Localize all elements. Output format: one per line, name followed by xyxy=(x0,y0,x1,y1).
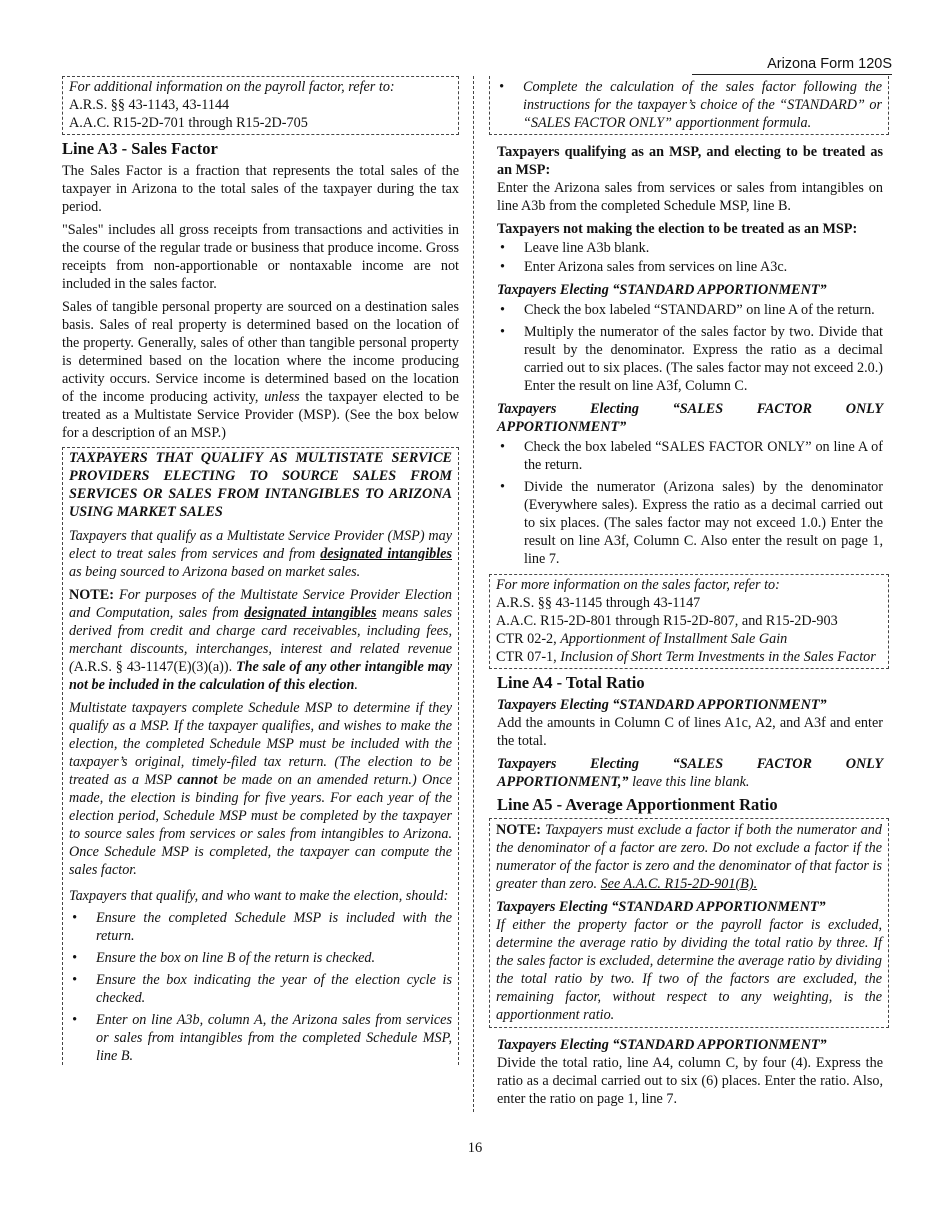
sales-factor-only-heading-1: Taxpayers Electing “SALES FACTOR ONLY xyxy=(497,401,883,417)
list-item: • Leave line A3b blank. xyxy=(497,239,883,257)
msp-paragraph-3 xyxy=(69,699,452,879)
a4-sfo-line-2 xyxy=(497,773,883,791)
a3-p3-part-b: the taxpayer elected to be treated as a Multistate Service Provider (MSP). (See the box below for a description of an MSP.) xyxy=(62,389,459,441)
standard-list xyxy=(497,301,883,395)
standard-heading: Taxpayers Electing “STANDARD APPORTIONMENT” xyxy=(497,282,827,298)
sales-ref-aac: A.A.C. R15-2D-801 through R15-2D-807, and R15-2D-903 xyxy=(496,613,838,629)
line-a5-heading: Line A5 - Average Apportionment Ratio xyxy=(497,795,778,814)
msp-p1-a: Taxpayers that qualify as a Multistate Service Provider (MSP) may elect to treat sales from services and from xyxy=(69,528,452,562)
sales-ref-intro: For more information on the sales factor, refer to: xyxy=(496,577,780,593)
sales-factor-only-list xyxy=(497,438,883,568)
list-item: • Check the box labeled “STANDARD” on line A of the return. xyxy=(497,301,883,319)
list-item: • Ensure the box indicating the year of the election cycle is checked. xyxy=(69,971,452,1007)
note-a: For purposes of the Multistate Service Provider Election and Computation, sales from xyxy=(69,587,452,621)
a3-paragraph-1: The Sales Factor is a fraction that represents the total sales of the taxpayer in Arizona to the total sales of the taxpayer during the tax period. xyxy=(62,163,459,215)
a4-sfo-apportionment: APPORTIONMENT,” xyxy=(497,774,629,790)
line-a4-heading: Line A4 - Total Ratio xyxy=(497,673,645,692)
list-item: • Divide the numerator (Arizona sales) by the denominator (Everywhere sales). Express the ratio as a decimal carried out to six places. (The sales factor may not exceed 1.0.) Enter the result on line A3f, Column C. Also enter the result on page 1, line 7. xyxy=(497,478,883,568)
list-item: • Complete the calculation of the sales factor following the instructions for the taxpayer’s choice of the “STANDARD” or “SALES FACTOR ONLY” apportionment formula. xyxy=(496,78,882,132)
a4-standard-text: Add the amounts in Column C of lines A1c, A2, and A3f and enter the total. xyxy=(497,715,883,749)
list-item: • Ensure the completed Schedule MSP is included with the return. xyxy=(69,909,452,945)
page-number: 16 xyxy=(467,1140,483,1156)
list-item: • Check the box labeled “SALES FACTOR ONLY” on line A of the return. xyxy=(497,438,883,474)
note-end: . xyxy=(354,677,358,693)
sales-ref-ctr-07-1 xyxy=(496,648,882,666)
sales-ref-ars: A.R.S. §§ 43-1145 through 43-1147 xyxy=(496,595,701,611)
msp-paragraph-1 xyxy=(69,527,452,581)
right-column xyxy=(489,76,889,1113)
left-column xyxy=(62,76,459,1069)
a5-standard-heading: Taxpayers Electing “STANDARD APPORTIONMENT” xyxy=(497,1037,827,1053)
note-label: NOTE: xyxy=(496,822,541,838)
a3-p3-unless: unless xyxy=(264,389,300,405)
a3-paragraph-3 xyxy=(62,298,459,442)
msp-p3-b: be made on an amended return.) Once made, the election is binding for five years. For each year of the election period, Schedule MSP must be completed by the taxpayer to source sales from services or sales from intangibles to Arizona. Once Schedule MSP is completed, the taxpayer can compute the sales factor. xyxy=(69,772,452,878)
msp-box-heading: TAXPAYERS THAT QUALIFY AS MULTISTATE SERVICE PROVIDERS ELECTING TO SOURCE SALES FROM SERVICES OR SALES FROM INTANGIBLES TO ARIZONA USING MARKET SALES xyxy=(69,450,452,520)
sales-ref-ctr-02-2 xyxy=(496,630,882,648)
ctr-number: CTR 07-1, xyxy=(496,649,561,665)
list-item: • Ensure the box on line B of the return is checked. xyxy=(69,949,452,967)
right-body xyxy=(489,143,889,568)
note-label: NOTE: xyxy=(69,587,114,603)
msp-box-continued xyxy=(489,76,889,135)
payroll-ref-aac: A.A.C. R15-2D-701 through R15-2D-705 xyxy=(69,115,308,131)
list-item: • Enter on line A3b, column A, the Arizona sales from services or sales from intangibles from the completed Schedule MSP, line B. xyxy=(69,1011,452,1065)
ctr-title: Apportionment of Installment Sale Gain xyxy=(560,631,788,647)
a4-section xyxy=(489,674,889,814)
note-b: means sales derived from credit and charge card receivables, including fees, merchant discounts, interchanges, interest and related revenue ( xyxy=(69,605,452,675)
note-text: Taxpayers must exclude a factor if both the numerator and the denominator of a factor are zero. Do not exclude a factor if the numerator of the factor is zero and the denominator of that factor is greater than zero. xyxy=(496,822,882,892)
note-bold: The sale of any other intangible may not be included in the calculation of this election xyxy=(69,659,452,693)
a5-standard-text: Divide the total ratio, line A4, column C, by four (4). Express the ratio as a decimal carried out to six (6) places. Enter the ratio. Also, enter the ratio on page 1, line 7. xyxy=(497,1055,883,1107)
payroll-ref-ars: A.R.S. §§ 43-1143, 43-1144 xyxy=(69,97,230,113)
column-divider xyxy=(473,76,474,1112)
form-title: Arizona Form 120S xyxy=(692,55,892,75)
list-item: • Enter Arizona sales from services on line A3c. xyxy=(497,258,883,276)
a4-sfo-line-1: Taxpayers Electing “SALES FACTOR ONLY xyxy=(497,756,883,772)
msp-paragraph-4: Taxpayers that qualify, and who want to make the election, should: xyxy=(69,888,449,904)
msp-p3-cannot: cannot xyxy=(177,772,218,788)
not-msp-heading: Taxpayers not making the election to be treated as an MSP: xyxy=(497,221,858,237)
designated-intangibles-term-1: designated intangibles xyxy=(320,546,452,562)
msp-qualify-text: Enter the Arizona sales from services or sales from intangibles on line A3b from the completed Schedule MSP, line B. xyxy=(497,180,883,214)
not-msp-list xyxy=(497,239,883,276)
payroll-reference-box xyxy=(62,76,459,135)
a5-box-standard-heading: Taxpayers Electing “STANDARD APPORTIONMENT” xyxy=(496,899,826,915)
a5-box-standard-text: If either the property factor or the payroll factor is excluded, determine the average ratio by dividing the total ratio by three. If the sales factor is excluded, determine the average ratio by dividing the total ratio by two. If two of the factors are excluded, the remaining factor, without respect to any weighting, is the apportionment ratio. xyxy=(496,917,882,1023)
note-ars: A.R.S. § 43-1147(E)(3)(a)). xyxy=(73,659,233,675)
a4-sfo-instruction: leave this line blank. xyxy=(628,774,750,790)
a4-standard-heading: Taxpayers Electing “STANDARD APPORTIONMENT” xyxy=(497,697,827,713)
a5-note-box xyxy=(489,818,889,1028)
msp-p3-a: Multistate taxpayers complete Schedule MSP to determine if they qualify as a MSP. If the taxpayer qualifies, and wishes to make the election, the completed Schedule MSP must be included with the taxpayer’s original, timely-filed tax return. (The election to be treated as a MSP xyxy=(69,700,452,788)
aac-reference: See A.A.C. R15-2D-901(B). xyxy=(600,876,758,892)
sales-factor-only-heading-2: APPORTIONMENT” xyxy=(497,419,627,435)
a5-section xyxy=(489,1036,889,1108)
a5-note xyxy=(496,821,882,893)
msp-p1-b: as being sourced to Arizona based on market sales. xyxy=(69,564,361,580)
msp-box xyxy=(62,447,459,1065)
a3-paragraph-2: "Sales" includes all gross receipts from transactions and activities in the course of the regular trade or business that produce income. Gross receipts from non-apportionable or nontaxable income are not included in the sales factor. xyxy=(62,222,459,292)
designated-intangibles-term-2: designated intangibles xyxy=(244,605,377,621)
sales-reference-box xyxy=(489,574,889,669)
ctr-title: Inclusion of Short Term Investments in the Sales Factor xyxy=(560,649,876,665)
line-a3-heading: Line A3 - Sales Factor xyxy=(62,139,218,158)
msp-election-list xyxy=(69,909,452,1065)
top-bullet-list xyxy=(496,78,882,132)
payroll-ref-intro: For additional information on the payroll factor, refer to: xyxy=(69,79,395,95)
list-item: • Multiply the numerator of the sales factor by two. Divide that result by the denominator. Express the ratio as a decimal carried out to six places. (The sales factor may not exceed 2.0.) Enter the result on line A3f, Column C. xyxy=(497,323,883,395)
ctr-number: CTR 02-2, xyxy=(496,631,561,647)
msp-qualify-heading: Taxpayers qualifying as an MSP, and electing to be treated as an MSP: xyxy=(497,144,883,178)
a3-p3-part-a: Sales of tangible personal property are sourced on a destination sales basis. Sales of real property is determined based on the location of the property. Generally, sales of other than tangible personal property is determined based on the location where the income producing activity occurs. Service income is determined based on the location of the income producing activity, xyxy=(62,299,459,405)
msp-note xyxy=(69,586,452,694)
